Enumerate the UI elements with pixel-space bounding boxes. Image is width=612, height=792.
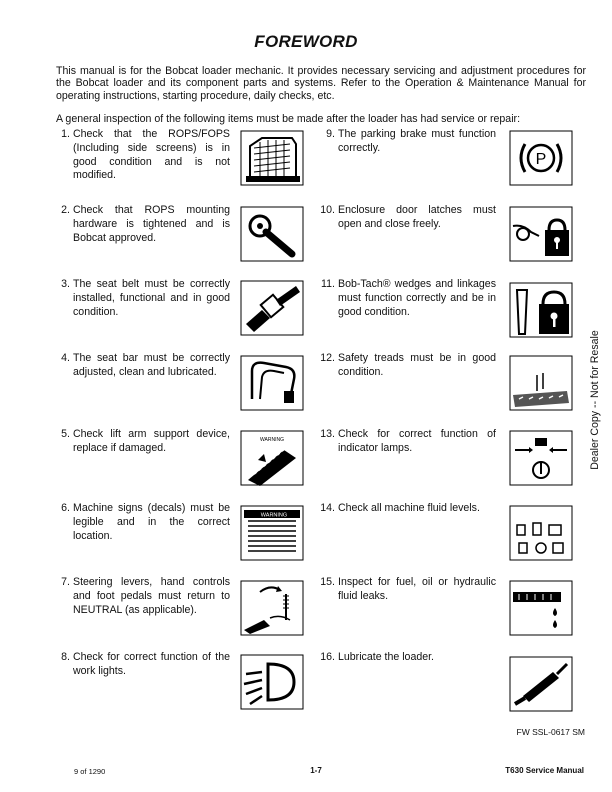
inspection-lead: A general inspection of the following items must be made after the loader has had service or repair: bbox=[56, 113, 521, 125]
item-text: Lubricate the loader. bbox=[338, 651, 435, 663]
grease-gun-icon bbox=[509, 656, 573, 712]
safety-tread-icon bbox=[509, 355, 573, 411]
item-number: 10. bbox=[320, 204, 335, 216]
bob-tach-lock-icon bbox=[509, 282, 573, 338]
watermark-text: Dealer Copy -- Not for Resale bbox=[589, 330, 601, 470]
item-text: Safety treads must be in good condition. bbox=[338, 352, 496, 378]
item-text: Bob-Tach® wedges and linkages must function correctly and be in good condition. bbox=[338, 278, 496, 318]
item-number: 7. bbox=[61, 576, 70, 588]
item-text: The seat bar must be correctly adjusted, clean and lubricated. bbox=[73, 352, 230, 378]
footer-page-count: 9 of 1290 bbox=[74, 767, 106, 776]
item-text: Check that ROPS mounting hardware is tightened and is Bobcat approved. bbox=[73, 204, 230, 244]
page-title: FOREWORD bbox=[254, 32, 358, 51]
item-text: Check for correct function of indicator lamps. bbox=[338, 428, 496, 454]
intro-paragraph: This manual is for the Bobcat loader mechanic. It provides necessary servicing and adjustment procedures for the Bobcat loader and its component parts and systems. Refer to the Operation & Maintenance Manual for operating instructions, starting procedure, daily checks, etc. bbox=[56, 65, 586, 102]
item-text: Check lift arm support device, replace if damaged. bbox=[73, 428, 230, 454]
svg-text:P: P bbox=[535, 151, 547, 168]
controls-icon bbox=[240, 580, 304, 636]
item-number: 9. bbox=[326, 128, 335, 140]
warning-decal-icon bbox=[240, 505, 304, 561]
rops-cab-icon bbox=[240, 130, 304, 186]
item-text: Steering levers, hand controls and foot pedals must return to NEUTRAL (as applicable). bbox=[73, 576, 230, 616]
item-number: 8. bbox=[61, 651, 70, 663]
item-number: 4. bbox=[61, 352, 70, 364]
item-number: 15. bbox=[320, 576, 335, 588]
parking-brake-icon bbox=[509, 130, 573, 186]
lift-arm-support-icon bbox=[240, 430, 304, 486]
item-text: The parking brake must function correctly. bbox=[338, 128, 496, 154]
item-number: 1. bbox=[61, 128, 70, 140]
item-number: 16. bbox=[320, 651, 335, 663]
item-number: 13. bbox=[320, 428, 335, 440]
svg-text:WARNING: WARNING bbox=[260, 437, 284, 443]
decal-warning-label: WARNING bbox=[260, 512, 288, 519]
item-text: Machine signs (decals) must be legible and in the correct location. bbox=[73, 502, 230, 542]
dealer-copy-watermark bbox=[586, 320, 604, 480]
item-number: 14. bbox=[320, 502, 335, 514]
item-text: Enclosure door latches must open and close freely. bbox=[338, 204, 496, 230]
item-text: Check all machine fluid levels. bbox=[338, 502, 480, 514]
seat-bar-icon bbox=[240, 355, 304, 411]
item-number: 6. bbox=[61, 502, 70, 514]
fluid-leak-icon bbox=[509, 580, 573, 636]
item-number: 12. bbox=[320, 352, 335, 364]
indicator-lamps-icon bbox=[509, 430, 573, 486]
item-text: Check for correct function of the work lights. bbox=[73, 651, 230, 677]
item-text: The seat belt must be correctly installed, functional and in good condition. bbox=[73, 278, 230, 318]
fluid-levels-icon bbox=[509, 505, 573, 561]
wrench-icon bbox=[240, 206, 304, 262]
item-number: 5. bbox=[61, 428, 70, 440]
item-number: 11. bbox=[321, 278, 335, 290]
work-light-icon bbox=[240, 654, 304, 710]
item-text: Inspect for fuel, oil or hydraulic fluid leaks. bbox=[338, 576, 496, 602]
door-latch-icon bbox=[509, 206, 573, 262]
footer-page-number: 1-7 bbox=[310, 766, 322, 775]
seat-belt-icon bbox=[240, 280, 304, 336]
document-code: FW SSL-0617 SM bbox=[516, 727, 585, 737]
item-number: 3. bbox=[61, 278, 70, 290]
item-number: 2. bbox=[61, 204, 70, 216]
item-text: Check that the ROPS/FOPS (Including side screens) is in good condition and is not modified. bbox=[73, 128, 230, 182]
footer-manual-title: T630 Service Manual bbox=[505, 766, 584, 775]
